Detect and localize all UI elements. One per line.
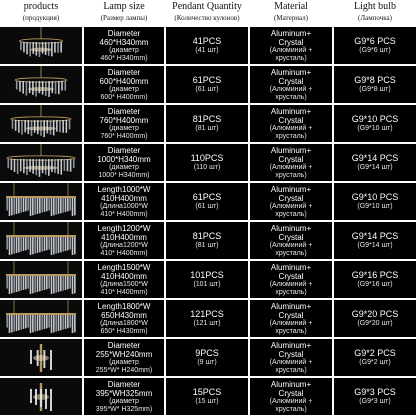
material-line: хрусталь) bbox=[275, 93, 307, 101]
light-bulb-cell bbox=[334, 222, 416, 259]
light-bulb-ru: (G9*6 шт) bbox=[359, 47, 391, 54]
product-image bbox=[0, 222, 82, 259]
pendant-quantity-ru: (81 шт) bbox=[195, 242, 219, 249]
lamp-size-line: 410H400mm bbox=[101, 193, 147, 203]
lamp-size-cell bbox=[84, 183, 164, 220]
pendant-quantity-ru: (61 шт) bbox=[195, 203, 219, 210]
material-line: Aluminum+ bbox=[270, 28, 312, 38]
pendant-quantity-ru: (61 шт) bbox=[195, 86, 219, 93]
pendant-quantity-ru: (110 шт) bbox=[193, 164, 221, 171]
pendant-quantity-ru: (81 шт) bbox=[195, 125, 219, 132]
material-line: Crystal bbox=[278, 76, 304, 86]
material-line: (Алюминий + bbox=[269, 124, 313, 132]
lamp-size-line: 410* H400mm) bbox=[100, 249, 148, 257]
lamp-size-line: Diameter bbox=[107, 106, 141, 116]
pendant-quantity-cell bbox=[166, 144, 248, 181]
light-bulb-ru: (G9*8 шт) bbox=[359, 86, 391, 93]
material-cell bbox=[250, 105, 332, 142]
product-image bbox=[0, 261, 82, 298]
material-line: Crystal bbox=[278, 193, 304, 203]
lamp-size-cell bbox=[84, 222, 164, 259]
lamp-size-line: Diameter bbox=[107, 145, 141, 155]
lamp-size-line: 255*WH240mm bbox=[95, 349, 153, 359]
lamp-size-line: Diameter bbox=[107, 379, 141, 389]
light-bulb-value: G9*3 PCS bbox=[354, 387, 396, 397]
light-bulb-ru: (G9*3 шт) bbox=[359, 398, 391, 405]
lamp-size-line: (Длина1800*W bbox=[100, 319, 148, 327]
product-image bbox=[0, 105, 82, 142]
product-image bbox=[0, 300, 82, 337]
material-cell bbox=[250, 261, 332, 298]
light-bulb-cell bbox=[334, 66, 416, 103]
material-line: Aluminum+ bbox=[270, 340, 312, 350]
light-bulb-ru: (G9*2 шт) bbox=[359, 359, 391, 366]
material-line: (Алюминий + bbox=[269, 241, 313, 249]
round-chandelier-small-icon bbox=[0, 27, 82, 64]
light-bulb-value: G9*20 PCS bbox=[351, 309, 399, 319]
light-bulb-cell bbox=[334, 300, 416, 337]
lamp-size-line: 760*H400mm bbox=[99, 115, 149, 125]
pendant-quantity-cell bbox=[166, 183, 248, 220]
table-row bbox=[0, 339, 416, 376]
material-line: Aluminum+ bbox=[270, 262, 312, 272]
lamp-size-line: (диаметр bbox=[109, 358, 139, 366]
pendant-quantity-value: 9PCS bbox=[195, 348, 219, 358]
material-line: хрусталь) bbox=[275, 288, 307, 296]
linear-chandelier-icon bbox=[0, 300, 82, 337]
lamp-size-line: (Длина1500*W bbox=[100, 280, 148, 288]
material-line: (Алюминий + bbox=[269, 319, 313, 327]
light-bulb-cell bbox=[334, 378, 416, 415]
lamp-size-line: 410H400mm bbox=[101, 232, 147, 242]
material-line: Crystal bbox=[278, 310, 304, 320]
product-image bbox=[0, 183, 82, 220]
pendant-quantity-cell bbox=[166, 27, 248, 64]
material-line: хрусталь) bbox=[275, 171, 307, 179]
material-line: Aluminum+ bbox=[270, 184, 312, 194]
lamp-size-line: 650* H430mm) bbox=[100, 327, 148, 335]
table-row bbox=[0, 378, 416, 415]
pendant-quantity-value: 101PCS bbox=[190, 270, 224, 280]
lamp-size-line: (диаметр bbox=[109, 124, 139, 132]
pendant-quantity-cell bbox=[166, 222, 248, 259]
pendant-quantity-ru: (121 шт) bbox=[193, 320, 221, 327]
lamp-size-line: (диаметр bbox=[109, 397, 139, 405]
lamp-size-line: 395*W* H325mm) bbox=[95, 405, 153, 413]
pendant-quantity-ru: (15 шт) bbox=[195, 398, 219, 405]
material-line: (Алюминий + bbox=[269, 163, 313, 171]
material-line: хрусталь) bbox=[275, 210, 307, 218]
material-line: (Алюминий + bbox=[269, 358, 313, 366]
lamp-size-cell bbox=[84, 27, 164, 64]
header-lamp-size: Lamp size (Размер лампы) bbox=[100, 1, 148, 22]
lamp-size-line: 410* H400mm) bbox=[100, 210, 148, 218]
table-row bbox=[0, 27, 416, 64]
lamp-size-line: 650H430mm bbox=[101, 310, 147, 320]
table-row bbox=[0, 144, 416, 181]
product-image bbox=[0, 144, 82, 181]
light-bulb-value: G9*10 PCS bbox=[351, 114, 399, 124]
product-image bbox=[0, 66, 82, 103]
lamp-size-line: Length1200*W bbox=[97, 223, 151, 233]
table-row bbox=[0, 66, 416, 103]
material-line: Crystal bbox=[278, 388, 304, 398]
light-bulb-cell bbox=[334, 261, 416, 298]
pendant-quantity-cell bbox=[166, 66, 248, 103]
lamp-size-cell bbox=[84, 339, 164, 376]
light-bulb-cell bbox=[334, 105, 416, 142]
light-bulb-ru: (G9*10 шт) bbox=[357, 125, 393, 132]
pendant-quantity-value: 41PCS bbox=[192, 36, 222, 46]
lamp-size-line: Length1800*W bbox=[97, 301, 151, 311]
pendant-quantity-ru: (101 шт) bbox=[193, 281, 221, 288]
light-bulb-ru: (G9*14 шт) bbox=[357, 164, 393, 171]
material-line: хрусталь) bbox=[275, 366, 307, 374]
material-line: Crystal bbox=[278, 115, 304, 125]
table-row bbox=[0, 300, 416, 337]
lamp-size-line: Diameter bbox=[107, 340, 141, 350]
light-bulb-value: G9*2 PCS bbox=[354, 348, 396, 358]
wall-sconce-small-icon bbox=[0, 339, 82, 376]
pendant-quantity-cell bbox=[166, 105, 248, 142]
linear-chandelier-icon bbox=[0, 183, 82, 220]
round-chandelier-large-icon bbox=[0, 105, 82, 142]
table-header bbox=[0, 0, 416, 27]
material-line: хрусталь) bbox=[275, 249, 307, 257]
lamp-size-line: 410H400mm bbox=[101, 271, 147, 281]
pendant-quantity-cell bbox=[166, 300, 248, 337]
light-bulb-ru: (G9*16 шт) bbox=[357, 281, 393, 288]
material-line: хрусталь) bbox=[275, 132, 307, 140]
header-material: Material (Материал) bbox=[274, 1, 308, 22]
table-row bbox=[0, 183, 416, 220]
material-cell bbox=[250, 300, 332, 337]
lamp-size-cell bbox=[84, 144, 164, 181]
light-bulb-value: G9*10 PCS bbox=[351, 192, 399, 202]
material-line: (Алюминий + bbox=[269, 202, 313, 210]
round-chandelier-medium-icon bbox=[0, 66, 82, 103]
lamp-size-cell bbox=[84, 66, 164, 103]
pendant-quantity-value: 81PCS bbox=[192, 114, 222, 124]
lamp-size-line: 395*WH325mm bbox=[95, 388, 153, 398]
table-row bbox=[0, 222, 416, 259]
pendant-quantity-ru: (41 шт) bbox=[195, 47, 219, 54]
light-bulb-value: G9*6 PCS bbox=[354, 36, 396, 46]
light-bulb-ru: (G9*14 шт) bbox=[357, 242, 393, 249]
material-line: Crystal bbox=[278, 271, 304, 281]
pendant-quantity-value: 81PCS bbox=[192, 231, 222, 241]
material-line: Aluminum+ bbox=[270, 67, 312, 77]
material-line: (Алюминий + bbox=[269, 280, 313, 288]
light-bulb-value: G9*14 PCS bbox=[351, 153, 399, 163]
pendant-quantity-value: 121PCS bbox=[190, 309, 224, 319]
material-line: хрусталь) bbox=[275, 327, 307, 335]
material-line: Aluminum+ bbox=[270, 106, 312, 116]
light-bulb-ru: (G9*20 шт) bbox=[357, 320, 393, 327]
lamp-size-line: Diameter bbox=[107, 67, 141, 77]
material-line: (Алюминий + bbox=[269, 46, 313, 54]
linear-chandelier-icon bbox=[0, 261, 82, 298]
material-line: Aluminum+ bbox=[270, 301, 312, 311]
material-cell bbox=[250, 144, 332, 181]
pendant-quantity-cell bbox=[166, 339, 248, 376]
material-cell bbox=[250, 183, 332, 220]
lamp-size-line: 255*W* H240mm) bbox=[95, 366, 153, 374]
material-line: Crystal bbox=[278, 37, 304, 47]
lamp-size-line: (Длина1000*W bbox=[100, 202, 148, 210]
lamp-size-line: Length1000*W bbox=[97, 184, 151, 194]
material-line: Aluminum+ bbox=[270, 379, 312, 389]
lamp-size-line: 1000* H340mm) bbox=[98, 171, 150, 179]
pendant-quantity-value: 61PCS bbox=[192, 192, 222, 202]
light-bulb-value: G9*16 PCS bbox=[351, 270, 399, 280]
linear-chandelier-icon bbox=[0, 222, 82, 259]
header-pendant-quantity: Pendant Quantity (Количество кулонов) bbox=[172, 1, 242, 22]
header-products: products (продукция) bbox=[22, 1, 60, 22]
material-line: Crystal bbox=[278, 232, 304, 242]
lamp-size-cell bbox=[84, 105, 164, 142]
material-cell bbox=[250, 27, 332, 64]
lamp-size-line: (диаметр bbox=[109, 46, 139, 54]
material-line: Aluminum+ bbox=[270, 145, 312, 155]
material-line: (Алюминий + bbox=[269, 85, 313, 93]
light-bulb-cell bbox=[334, 183, 416, 220]
material-cell bbox=[250, 339, 332, 376]
pendant-quantity-ru: (9 шт) bbox=[197, 359, 217, 366]
material-cell bbox=[250, 66, 332, 103]
light-bulb-value: G9*8 PCS bbox=[354, 75, 396, 85]
table-row bbox=[0, 105, 416, 142]
lamp-size-line: (диаметр bbox=[109, 85, 139, 93]
light-bulb-ru: (G9*10 шт) bbox=[357, 203, 393, 210]
material-cell bbox=[250, 222, 332, 259]
product-image bbox=[0, 27, 82, 64]
round-chandelier-xlarge-icon bbox=[0, 144, 82, 181]
product-image bbox=[0, 339, 82, 376]
wall-sconce-large-icon bbox=[0, 378, 82, 415]
lamp-size-line: 410* H400mm) bbox=[100, 288, 148, 296]
product-image bbox=[0, 378, 82, 415]
lamp-size-line: 600*H400mm bbox=[99, 76, 149, 86]
lamp-size-line: 460*H340mm bbox=[99, 37, 149, 47]
pendant-quantity-value: 61PCS bbox=[192, 75, 222, 85]
lamp-size-line: 600* H400mm) bbox=[100, 93, 148, 101]
table-row bbox=[0, 261, 416, 298]
lamp-size-line: 1000*H340mm bbox=[97, 154, 151, 164]
lamp-size-line: 460* H340mm) bbox=[100, 54, 148, 62]
material-line: (Алюминий + bbox=[269, 397, 313, 405]
header-light-bulb: Light bulb (Лампочка) bbox=[354, 1, 396, 22]
material-line: хрусталь) bbox=[275, 405, 307, 413]
material-line: хрусталь) bbox=[275, 54, 307, 62]
light-bulb-cell bbox=[334, 144, 416, 181]
light-bulb-cell bbox=[334, 27, 416, 64]
pendant-quantity-cell bbox=[166, 378, 248, 415]
material-line: Crystal bbox=[278, 349, 304, 359]
light-bulb-cell bbox=[334, 339, 416, 376]
lamp-size-line: Length1500*W bbox=[97, 262, 151, 272]
material-line: Crystal bbox=[278, 154, 304, 164]
lamp-size-line: (диаметр bbox=[109, 163, 139, 171]
lamp-size-line: (Длина1200*W bbox=[100, 241, 148, 249]
material-cell bbox=[250, 378, 332, 415]
lamp-size-cell bbox=[84, 261, 164, 298]
lamp-size-cell bbox=[84, 378, 164, 415]
lamp-size-line: Diameter bbox=[107, 28, 141, 38]
lamp-size-cell bbox=[84, 300, 164, 337]
pendant-quantity-value: 110PCS bbox=[190, 153, 224, 163]
pendant-quantity-value: 15PCS bbox=[192, 387, 222, 397]
lamp-size-line: 760* H400mm) bbox=[100, 132, 148, 140]
pendant-quantity-cell bbox=[166, 261, 248, 298]
material-line: Aluminum+ bbox=[270, 223, 312, 233]
light-bulb-value: G9*14 PCS bbox=[351, 231, 399, 241]
